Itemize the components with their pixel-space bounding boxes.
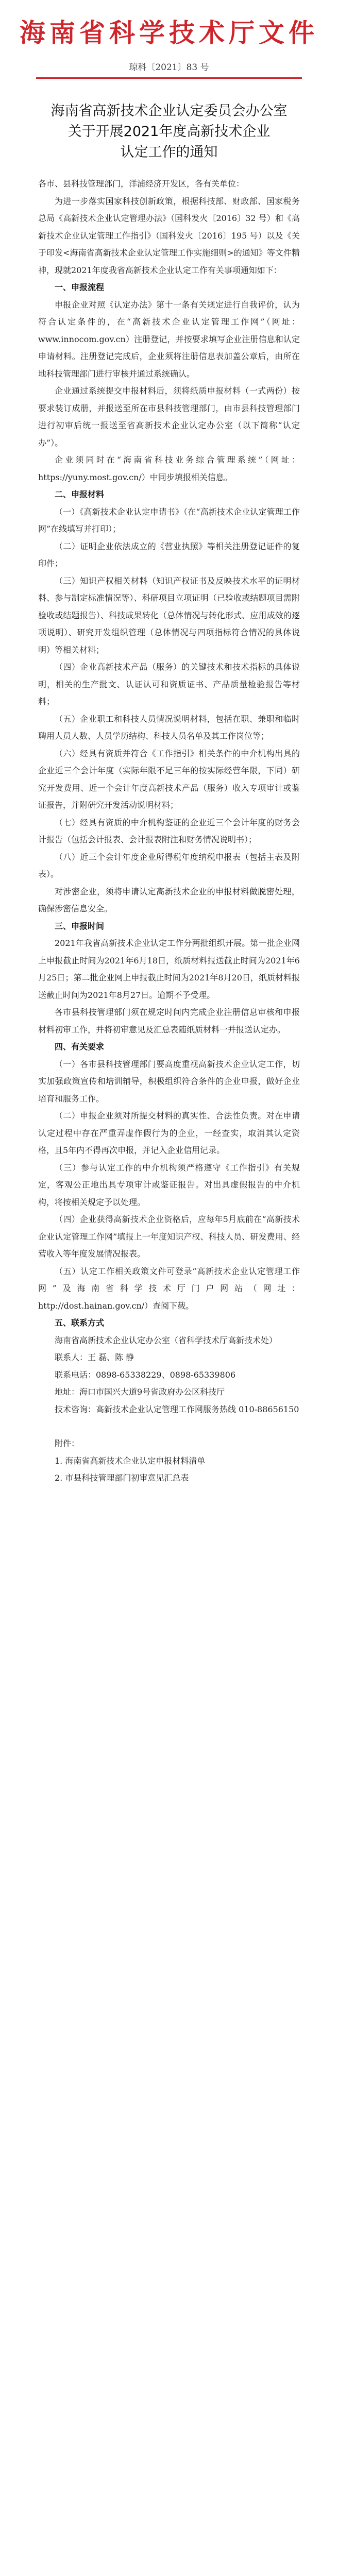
section-paragraph: （二）申报企业须对所提交材料的真实性、合法性负责。对在申请认定过程中存在严重弄虚作假行为的企业，一经查实，取消其认定资格，且5年内不得再次申报，并记入企业信用记录。: [38, 1111, 300, 1155]
section-paragraph: （六）经具有资质并符合《工作指引》相关条件的中介机构出具的企业近三个会计年度（实际年限不足三年的按实际经营年限，下同）研究开发费用、近一个会计年度高新技术产品（服务）收入专项审计或鉴证报告，并附研究开发活动说明材料；: [38, 748, 300, 810]
section-paragraph: （三）参与认定工作的中介机构须严格遵守《工作指引》有关规定，客观公正地出具专项审计或鉴证报告。对出具虚假报告的中介机构，将按相关规定予以处理。: [38, 1162, 300, 1207]
section-paragraph: （三）知识产权相关材料（知识产权证书及反映技术水平的证明材料、参与制定标准情况等）、科研项目立项证明（已验收或结题项目需附验收或结题报告）、科技成果转化（总体情况与转化形式、应用成效的逐项说明）、研究开发组织管理（总体情况与四项指标符合情况的具体说明）等相关材料；: [38, 575, 300, 655]
section-paragraph: （七）经具有资质的中介机构鉴证的企业近三个会计年度的财务会计报告（包括会计报表、会计报表附注和财务情况说明书）；: [38, 817, 300, 844]
section-heading: 五、联系方式: [55, 1318, 105, 1328]
section-paragraph: （五）认定工作相关政策文件可登录“高新技术企业认定管理工作网”及海南省科学技术厅门户网站（网址：http://dost.hainan.gov.cn/）查阅下载。: [38, 1266, 300, 1311]
section-paragraph: （五）企业职工和科技人员情况说明材料，包括在职、兼职和临时聘用人员人数、人员学历结构、科技人员名单及其工作岗位等；: [38, 714, 300, 741]
title-line: 认定工作的通知: [120, 144, 218, 160]
section-paragraph: （一）各市县科技管理部门要高度重视高新技术企业认定工作，切实加强政策宣传和培训辅导，积极组织符合条件的企业申报，做好企业培育和服务工作。: [38, 1059, 300, 1104]
section-paragraph: 企业通过系统提交申报材料后，须将纸质申报材料（一式两份）按要求装订成册，并报送至所在市县科技管理部门，由市县科技管理部门进行初审后统一报送至省高新技术企业认定办公室（以下简称“认定办”）。: [38, 386, 300, 448]
attachment-item: 2. 市县科技管理部门初审意见汇总表: [55, 1473, 189, 1483]
salutation: 各市、县科技管理部门，洋浦经济开发区，各有关单位：: [38, 179, 245, 189]
section-paragraph: （二）证明企业依法成立的《营业执照》等相关注册登记证件的复印件；: [38, 541, 300, 568]
section-paragraph: 技术咨询：高新技术企业认定管理工作网服务热线 010-88656150: [55, 1404, 299, 1414]
section-paragraph: 2021年我省高新技术企业认定工作分两批组织开展。第一批企业网上申报截止时间为2021年6月18日，纸质材料报送截止时间为2021年6月25日；第二批企业网上申报截止时间为2021年8月20日，纸质材料报送截止时间为2021年8月27日。逾期不予受理。: [38, 938, 300, 1000]
section-paragraph: 联系电话：0898-65338229、0898-65339806: [55, 1369, 236, 1380]
red-divider-top: [36, 77, 302, 79]
section-paragraph: （一）《高新技术企业认定申请书》（在“高新技术企业认定管理工作网”在线填写并打印）；: [38, 506, 300, 534]
section-heading: 四、有关要求: [55, 1042, 105, 1052]
section-paragraph: 联系人：王 磊、陈 静: [55, 1352, 134, 1362]
section-paragraph: （四）企业获得高新技术企业资格后，应每年5月底前在“高新技术企业认定管理工作网”填报上一年度知识产权、科技人员、研发费用、经营收入等年度发展情况报表。: [38, 1214, 300, 1259]
document-masthead: 海南省科学技术厅文件: [20, 18, 318, 48]
section-paragraph: 地址：海口市国兴大道9号省政府办公区科技厅: [55, 1387, 225, 1397]
section-heading: 三、申报时间: [55, 921, 105, 931]
attachments-label: 附件：: [55, 1438, 80, 1448]
document-body: [38, 175, 300, 1487]
section-heading: 二、申报材料: [55, 489, 105, 499]
document-number: 琼科〔2021〕83 号: [129, 62, 209, 73]
title-line: 关于开展2021年度高新技术企业: [67, 124, 271, 140]
section-paragraph: 对涉密企业，须将申请认定高新技术企业的申报材料做脱密处理，确保涉密信息安全。: [38, 886, 300, 913]
section-paragraph: 海南省高新技术企业认定办公室（省科学技术厅高新技术处）: [55, 1335, 278, 1345]
section-paragraph: 申报企业对照《认定办法》第十一条有关规定进行自我评价，认为符合认定条件的，在“高新技术企业认定管理工作网”（网址：www.innocom.gov.cn）注册登记，并按要求填写企业注册信息和认定申请材料。注册登记完成后，企业须将注册信息表加盖公章后，由所在地科技管理部门进行审核并通过系统确认。: [38, 299, 300, 379]
section-paragraph: 各市县科技管理部门须在规定时间内完成企业注册信息审核和申报材料初审工作，并将初审意见及汇总表随纸质材料一并报送认定办。: [38, 1007, 300, 1035]
section-paragraph: （四）企业高新技术产品（服务）的关键技术和技术指标的具体说明，相关的生产批文、认证认可和资质证书、产品质量检验报告等材料；: [38, 662, 300, 706]
section-heading: 一、申报流程: [55, 282, 105, 292]
title-line: 海南省高新技术企业认定委员会办公室: [50, 103, 288, 119]
section-paragraph: （八）近三个会计年度企业所得税年度纳税申报表（包括主表及附表）。: [38, 852, 300, 879]
spacer: [38, 1418, 300, 1435]
section-paragraph: 企业须同时在“海南省科技业务综合管理系统”（网址：https://yuny.most.gov.cn/）中同步填报相关信息。: [38, 455, 300, 482]
document-title: [31, 101, 307, 163]
intro-paragraph: 为进一步落实国家科技创新政策，根据科技部、财政部、国家税务总局《高新技术企业认定管理办法》（国科发火〔2016〕32 号）和《高新技术企业认定管理工作指引》（国科发火〔2016〕195 号）以及《关于印发<海南省高新技术企业认定管理工作实施细则>的通知》等文件精神，现就2021年度我省高新技术企业认定工作有关事项通知如下：: [38, 196, 300, 275]
attachment-item: 1. 海南省高新技术企业认定申报材料清单: [55, 1455, 206, 1466]
